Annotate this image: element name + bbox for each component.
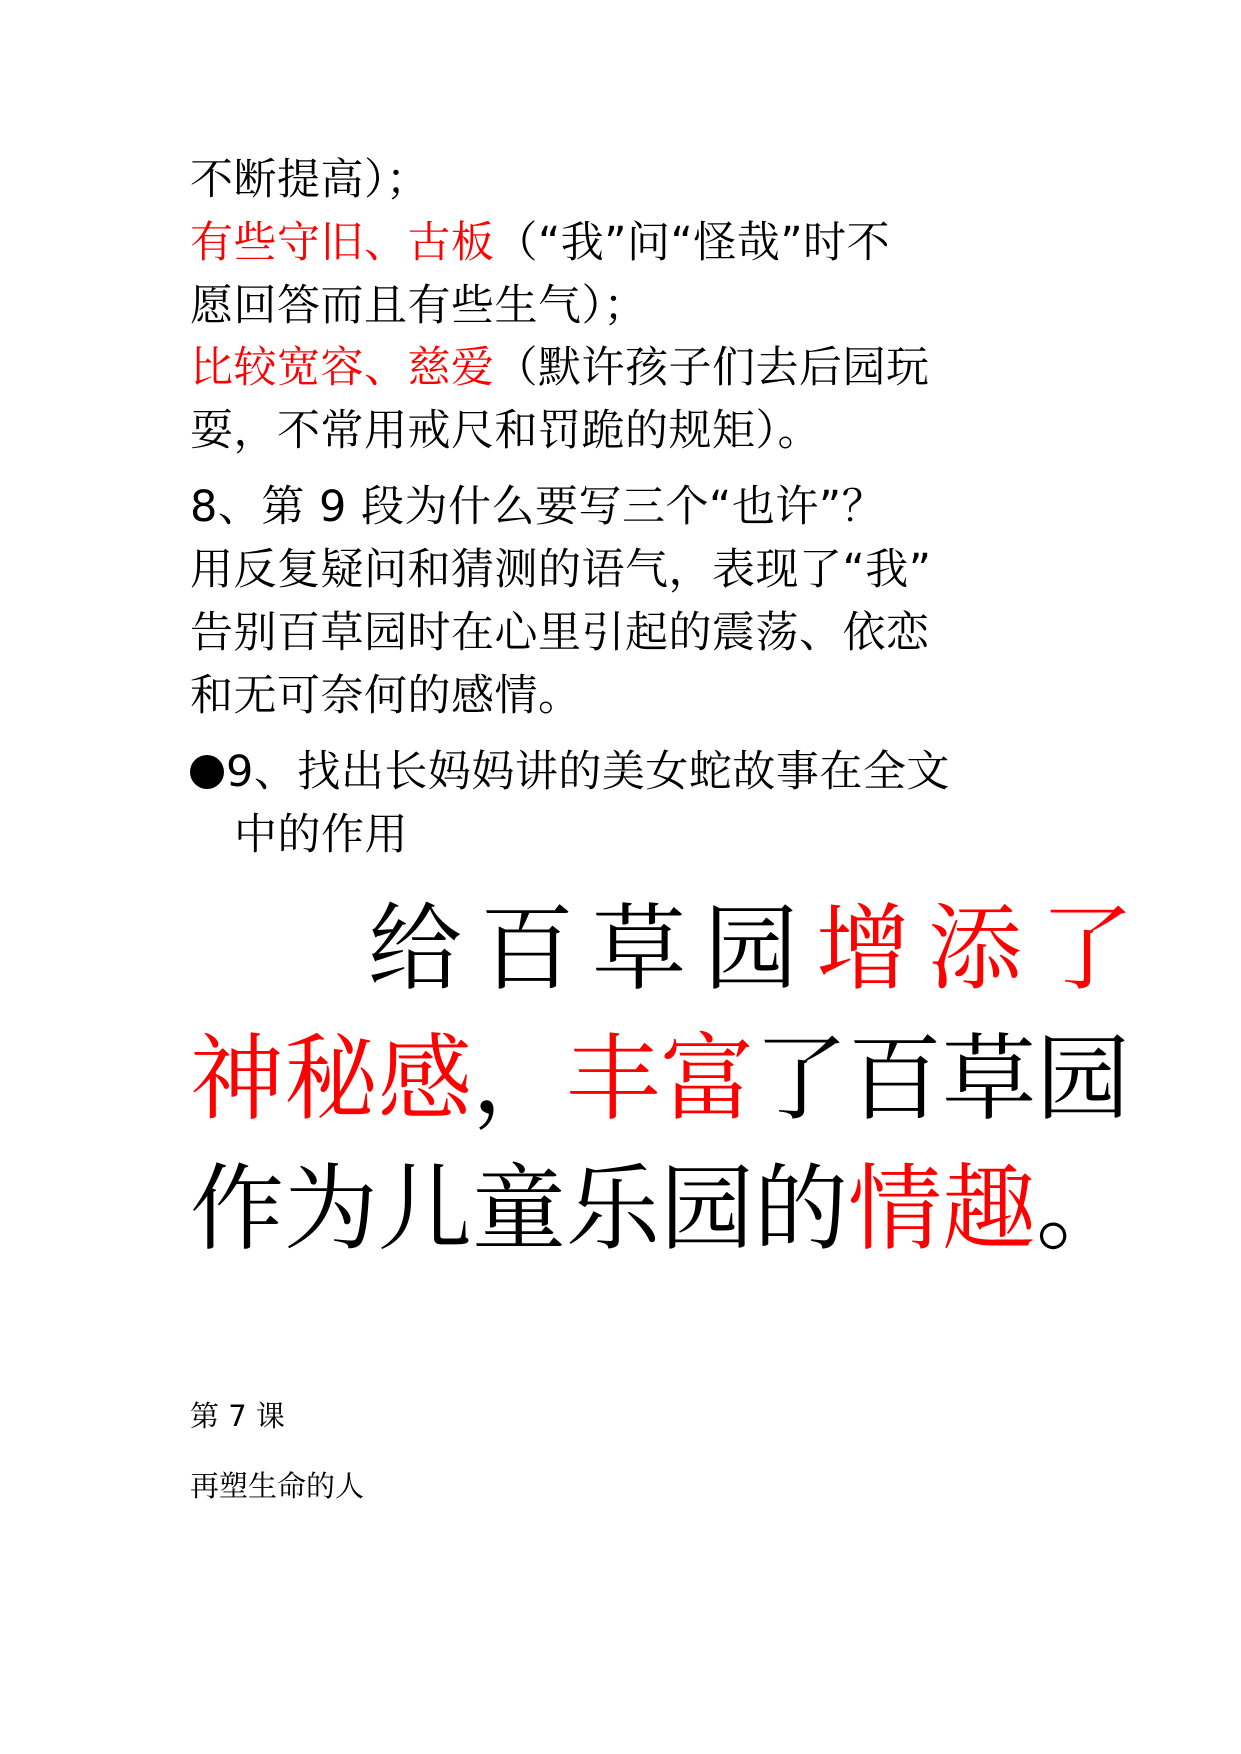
- answer-text: 告别百草园时在心里引起的震荡、依恋: [190, 608, 930, 658]
- answer-9-line-3: [190, 1150, 1130, 1270]
- question-9-line-2: [234, 805, 408, 865]
- highlight-text: 丰富: [566, 1025, 755, 1134]
- text-span: 不断提高）；: [190, 155, 430, 205]
- text-span: 愿回答而且有些生气）；: [190, 281, 647, 331]
- text-line-1: [190, 150, 430, 210]
- bullet-icon: [190, 755, 224, 789]
- highlight-text: 神秘感: [190, 1025, 473, 1134]
- question-9-line-1: [190, 742, 950, 802]
- answer-text: 。: [1036, 1155, 1131, 1264]
- answer-8-line-2: [190, 603, 930, 663]
- answer-text: 和无可奈何的感情。: [190, 671, 582, 721]
- answer-8-line-1: [190, 540, 932, 600]
- highlight-text: 情趣: [848, 1155, 1037, 1264]
- text-span: 再塑生命的人: [190, 1469, 365, 1503]
- highlight-text: 比较宽容、慈爱: [190, 343, 495, 393]
- answer-8-line-3: [190, 666, 582, 726]
- question-text: 中的作用: [234, 810, 408, 860]
- answer-text: 作为儿童乐园的: [190, 1155, 849, 1264]
- answer-9-line-1: [368, 890, 1152, 1010]
- text-span: （默许孩子们去后园玩: [494, 343, 930, 393]
- text-line-5: [190, 401, 821, 461]
- question-8: [190, 477, 885, 537]
- lesson-title: [190, 1466, 364, 1506]
- answer-9-line-2: [190, 1020, 1130, 1140]
- question-text: 9、找出长妈妈讲的美女蛇故事在全文: [226, 747, 950, 797]
- text-span: 耍，不常用戒尺和罚跪的规矩）。: [190, 406, 821, 456]
- answer-text: 了百草园: [754, 1025, 1131, 1134]
- question-text: 8、第 9 段为什么要写三个“也许”？: [190, 482, 886, 532]
- text-line-2: [190, 213, 890, 273]
- answer-text: 给百草园: [368, 895, 817, 1004]
- highlight-text: 有些守旧、古板: [190, 218, 495, 268]
- text-span: （“我”问“怪哉”时不: [494, 218, 891, 268]
- highlight-text: 增添了: [816, 895, 1153, 1004]
- text-span: 第 7 课: [190, 1399, 285, 1433]
- answer-text: ，: [472, 1025, 567, 1134]
- lesson-number: [190, 1396, 285, 1436]
- answer-text: 用反复疑问和猜测的语气，表现了“我”: [190, 545, 932, 595]
- text-line-3: [190, 276, 647, 336]
- text-line-4: [190, 338, 930, 398]
